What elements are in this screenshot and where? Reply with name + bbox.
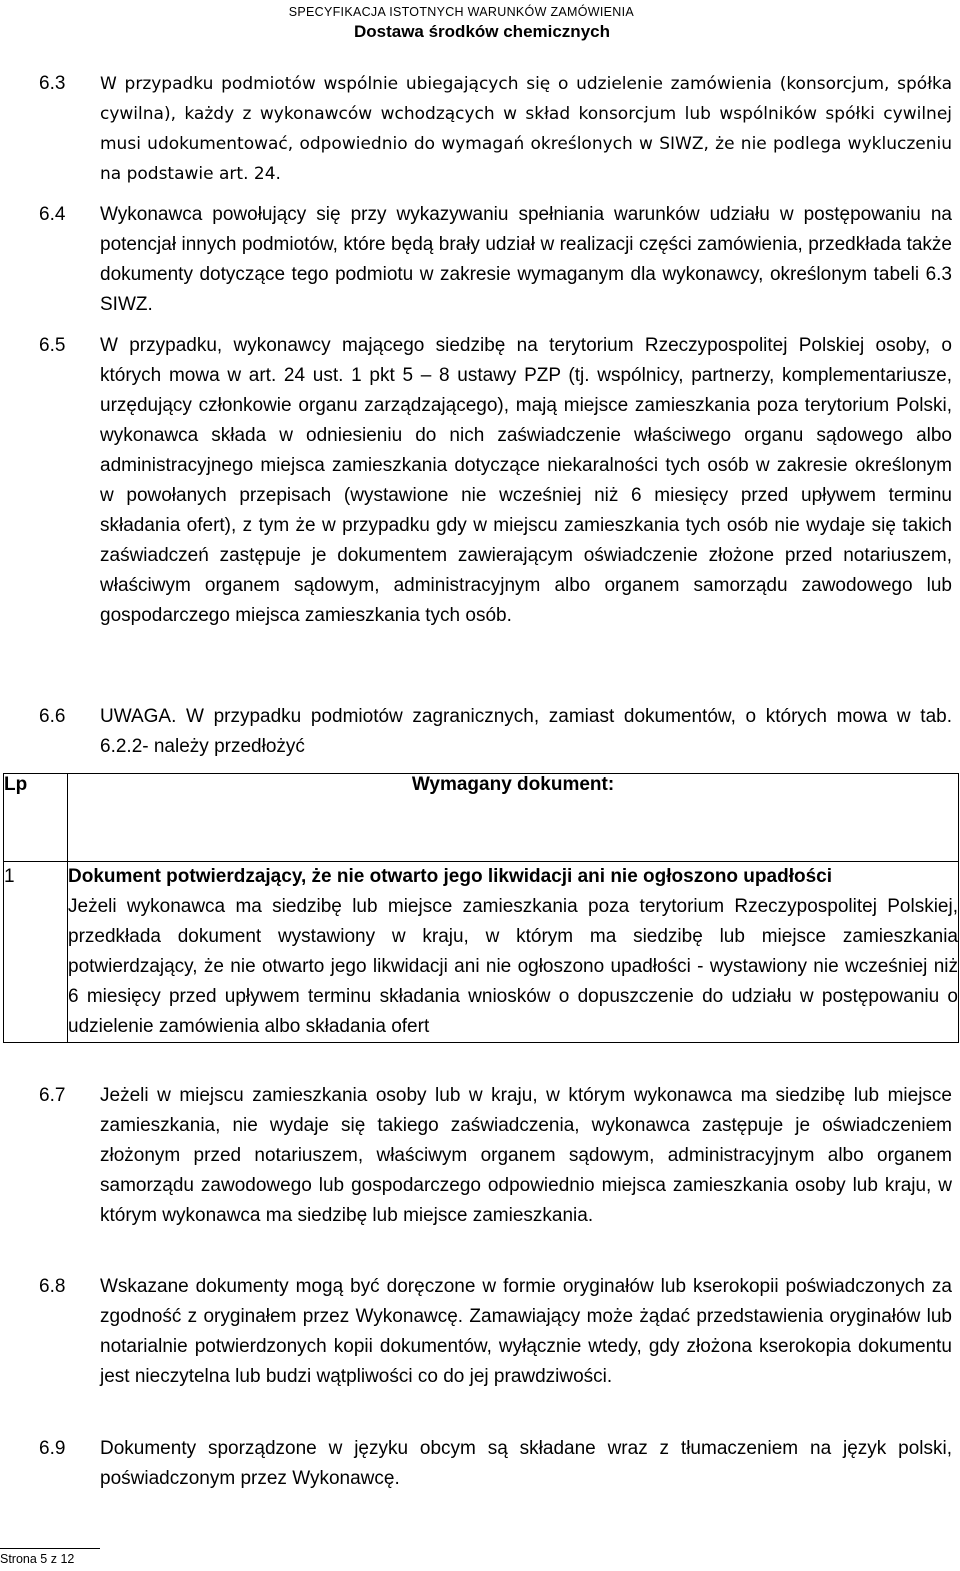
column-header-lp: Lp	[4, 774, 68, 862]
row-title: Dokument potwierdzający, że nie otwarto jego likwidacji ani nie ogłoszono upadłości	[68, 866, 832, 887]
section-text: W przypadku, wykonawcy mającego siedzibę na terytorium Rzeczypospolitej Polskiej osoby, o których mowa w art. 24 ust. 1 pkt 5 – 8 ustawy PZP (tj. wspólnicy, partnerzy, komplementariusze, urzędujący członkowie organu zarządzającego), mają miejsce zamieszkania poza terytorium Polski, wykonawca składa w odniesieniu do nich zaświadczenie właściwego organu sądowego albo administracyjnego miejsca zamieszkania dotyczące niekaralności tych osób w zakresie określonym w powołanych przepisach (wystawione nie wcześniej niż 6 miesięcy przed upływem terminu składania ofert), z tym że w przypadku gdy w miejscu zamieszkania tych osób nie wydaje się takich zaświadczeń zastępuje je dokumentem zawierającym oświadczenie złożone przed notariuszem, właściwym organem sądowym, administracyjnym albo organem samorządu zawodowego lub gospodarczego miejsca zamieszkania tych osób.	[100, 335, 952, 626]
section-text: Dokumenty sporządzone w języku obcym są składane wraz z tłumaczeniem na język polski, poświadczonym przez Wykonawcę.	[100, 1438, 952, 1489]
section-number: 6.7	[39, 1085, 66, 1106]
row-number: 1	[4, 862, 68, 1043]
column-header-document: Wymagany dokument:	[68, 774, 959, 862]
section-number: 6.6	[39, 706, 66, 727]
page-footer	[0, 1548, 100, 1566]
header-subject-title: Dostawa środków chemicznych	[353, 22, 610, 41]
required-documents-table	[3, 773, 959, 1043]
row-description: Jeżeli wykonawca ma siedzibę lub miejsce zamieszkania poza terytorium Rzeczypospolitej Polskiej, przedkłada dokument wystawiony w kraju, w którym ma siedzibę lub miejsce zamieszkania potwierdzający, że nie otwarto jego likwidacji ani nie ogłoszono upadłości - wystawiony nie wcześniej niż 6 miesięcy przed upływem terminu składania wniosków o dopuszczenie do udziału w postępowaniu o udzielenie zamówienia albo składania ofert	[68, 896, 958, 1037]
section-text: Wykonawca powołujący się przy wykazywaniu spełniania warunków udziału w postępowaniu na potencjał innych podmiotów, które będą brały udział w realizacji części zamówienia, przedkłada także dokumenty dotyczące tego podmiotu w zakresie wymaganym dla wykonawcy, określonym tabeli 6.3 SIWZ.	[100, 204, 952, 315]
table-row	[4, 862, 959, 1043]
section-text: Wskazane dokumenty mogą być doręczone w formie oryginałów lub kserokopii poświadczonych za zgodność z oryginałem przez Wykonawcę. Zamawiający może żądać przedstawienia oryginałów lub notarialnie potwierdzonych kopii dokumentów, wyłącznie wtedy, gdy złożona kserokopia dokumentu jest nieczytelna lub budzi wątpliwości co do jej prawdziwości.	[100, 1276, 952, 1387]
section-text: W przypadku podmiotów wspólnie ubiegających się o udzielenie zamówienia (konsorcjum, spółka cywilna), każdy z wykonawców wchodzących w skład konsorcjum lub wspólników spółki cywilnej musi udokumentować, odpowiednio do wymagań określonych w SIWZ, że nie podlega wykluczeniu na podstawie art. 24.	[100, 74, 952, 184]
table-header-row	[4, 774, 959, 862]
page-number: Strona 5 z 12	[0, 1552, 75, 1566]
section-text: UWAGA. W przypadku podmiotów zagranicznych, zamiast dokumentów, o których mowa w tab. 6.2.2- należy przedłożyć	[100, 706, 952, 757]
header-spec-title: SPECYFIKACJA ISTOTNYCH WARUNKÓW ZAMÓWIENIA	[288, 5, 634, 19]
section-number: 6.3	[39, 73, 66, 94]
section-number: 6.8	[39, 1276, 66, 1297]
section-number: 6.5	[39, 335, 66, 356]
section-text: Jeżeli w miejscu zamieszkania osoby lub w kraju, w którym wykonawca ma siedzibę lub miejsce zamieszkania, nie wydaje się takiego zaświadczenia, wykonawca zastępuje je oświadczeniem złożonym przed notariuszem, właściwym organem sądowym, administracyjnym albo organem samorządu zawodowego lub gospodarczego odpowiednio miejsca zamieszkania osoby lub kraju, w którym wykonawca ma siedzibę lub miejsce zamieszkania.	[100, 1085, 952, 1226]
section-number: 6.4	[39, 204, 66, 225]
row-content	[68, 862, 959, 1043]
section-number: 6.9	[39, 1438, 66, 1459]
